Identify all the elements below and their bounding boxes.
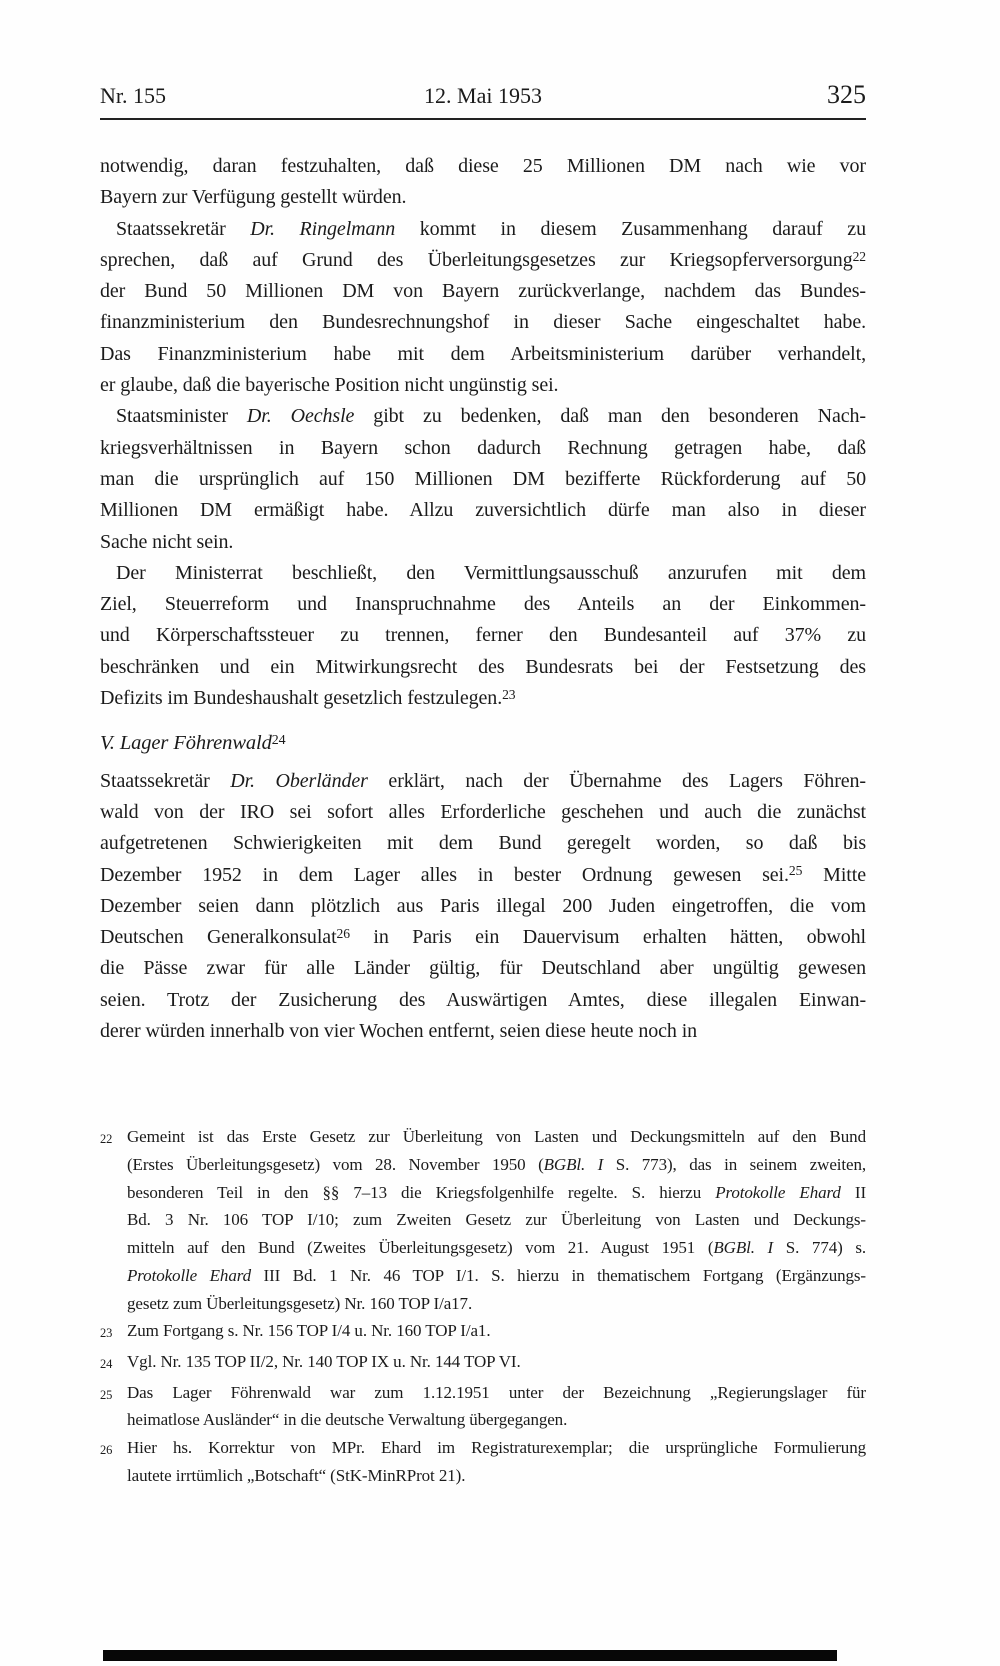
text-line: Dezember 1952 in dem Lager alles in bester Ordnung gewesen sei.$^{25}$ Mitte xyxy=(100,863,866,886)
text-line: derer würden innerhalb von vier Wochen entfernt, seien diese heute noch in xyxy=(100,1020,698,1043)
text-line: Hier hs. Korrektur von MPr. Ehard im Registraturexemplar; die ursprüngliche Formulierung xyxy=(127,1438,866,1458)
text-line: Zum Fortgang s. Nr. 156 TOP I/4 u. Nr. 160 TOP I/a1. xyxy=(127,1321,491,1341)
text-line: Ziel, Steuerreform und Inanspruchnahme des Anteils an der Einkommen- xyxy=(100,593,866,616)
footnotes xyxy=(100,1123,866,1489)
text-line: Defizits im Bundeshaushalt gesetzlich festzulegen.$^{23}$ xyxy=(100,686,516,710)
text-line: Vgl. Nr. 135 TOP II/2, Nr. 140 TOP IX u. Nr. 144 TOP VI. xyxy=(127,1351,521,1371)
text-line: kriegsverhältnissen in Bayern schon dadurch Rechnung getragen habe, daß xyxy=(100,436,866,459)
footnote-reference: 24 xyxy=(271,733,286,749)
footnote xyxy=(100,1123,866,1317)
footnote xyxy=(100,1348,866,1379)
footnote xyxy=(100,1317,866,1348)
header-rule xyxy=(100,118,866,120)
text-line: finanzministerium den Bundesrechnungshof in dieser Sache eingeschaltet habe. xyxy=(100,311,866,334)
text-line: Sache nicht sein. xyxy=(100,530,234,553)
text-line: aufgetretenen Schwierigkeiten mit dem Bund geregelt worden, so daß bis xyxy=(100,832,866,855)
text-block xyxy=(100,0,866,1489)
italic-text: BGBl. I xyxy=(543,1155,604,1175)
text-line: Deutschen Generalkonsulat$^{26}$ in Paris ein Dauervisum erhalten hätten, obwohl xyxy=(100,925,866,949)
text-line: Millionen DM ermäßigt habe. Allzu zuversichtlich dürfe man also in dieser xyxy=(100,499,866,522)
text-line: Gemeint ist das Erste Gesetz zur Überleitung von Lasten und Deckungsmitteln auf den Bund xyxy=(127,1127,866,1147)
paragraph xyxy=(100,401,866,557)
italic-text: Protokolle Ehard xyxy=(715,1182,841,1202)
text-line: Bd. 3 Nr. 106 TOP I/10; zum Zweiten Gesetz zur Überleitung von Lasten und Deckungs- xyxy=(127,1210,866,1230)
text-line: die Pässe zwar für alle Länder gültig, für Deutschland aber ungültig gewesen xyxy=(100,957,866,980)
text-line: sprechen, daß auf Grund des Überleitungsgesetzes zur Kriegsopferversorgung$^{22}$ xyxy=(100,248,866,271)
text-line: er glaube, daß die bayerische Position nicht ungünstig sei. xyxy=(100,374,559,397)
footnote-number: 25 xyxy=(100,1387,113,1402)
text-line: (Erstes Überleitungsgesetz) vom 28. November 1950 (BGBl. I S. 773), das in seinem zweiten, xyxy=(127,1155,867,1175)
text-line: Staatssekretär Dr. Oberländer erklärt, nach der Übernahme des Lagers Föhren- xyxy=(100,769,866,792)
page-number: 325 xyxy=(827,80,866,109)
running-head xyxy=(100,82,866,109)
document-number: Nr. 155 xyxy=(100,83,166,108)
text-line: notwendig, daran festzuhalten, daß diese 25 Millionen DM nach wie vor xyxy=(100,155,866,177)
text-line: beschränken und ein Mitwirkungsrecht des Bundesrats bei der Festsetzung des xyxy=(100,655,866,678)
footnote-text xyxy=(127,1348,866,1379)
text-line: Der Ministerrat beschließt, den Vermittlungsausschuß anzurufen mit dem xyxy=(116,561,866,584)
footnote xyxy=(100,1434,866,1489)
scan-artifact-bar xyxy=(103,1650,837,1661)
footnote xyxy=(100,1379,866,1434)
text-line: und Körperschaftssteuer zu trennen, ferner den Bundesanteil auf 37% zu xyxy=(100,624,866,647)
text-line: besonderen Teil in den §§ 7–13 die Kriegsfolgenhilfe regelte. S. hierzu Protokolle Ehard II xyxy=(127,1182,866,1202)
body-text xyxy=(100,151,866,1047)
italic-text: Protokolle Ehard xyxy=(127,1265,252,1285)
text-line: Das Lager Föhrenwald war zum 1.12.1951 unter der Bezeichnung „Regierungslager für xyxy=(127,1382,866,1402)
paragraph xyxy=(100,766,866,1048)
footnote-number: 24 xyxy=(100,1356,113,1371)
footnote-number: 26 xyxy=(100,1443,113,1458)
text-line: Staatsminister Dr. Oechsle gibt zu bedenken, daß man den besonderen Nach- xyxy=(116,405,866,428)
italic-text: BGBl. I xyxy=(713,1238,774,1258)
text-line xyxy=(100,728,866,759)
section-heading xyxy=(100,728,866,759)
text-line: Das Finanzministerium habe mit dem Arbeitsministerium darüber verhandelt, xyxy=(100,342,866,365)
footnote-number: 23 xyxy=(100,1326,113,1341)
footnote-reference: 23 xyxy=(502,686,516,702)
text-line: mitteln auf den Bund (Zweites Überleitungsgesetz) vom 21. August 1951 (BGBl. I S. 774) s. xyxy=(127,1238,867,1258)
text-line: Protokolle Ehard III Bd. 1 Nr. 46 TOP I/1. S. hierzu in thematischem Fortgang (Ergänzungs- xyxy=(127,1265,866,1285)
footnote-text xyxy=(127,1379,866,1434)
text-line: heimatlose Ausländer“ in die deutsche Verwaltung übergegangen. xyxy=(127,1410,568,1430)
paragraph xyxy=(100,214,866,402)
paragraph xyxy=(100,151,866,214)
footnote-reference: 26 xyxy=(336,925,350,941)
text-line: lautete irrtümlich „Botschaft“ (StK-MinRProt 21). xyxy=(127,1465,466,1485)
footnote-number: 22 xyxy=(100,1132,113,1147)
italic-text: V. Lager Föhrenwald xyxy=(100,732,272,755)
italic-text: Dr. Oberländer xyxy=(230,769,368,792)
text-line: wald von der IRO sei sofort alles Erforderliche geschehen und auch die zunächst xyxy=(100,800,866,823)
footnote-reference: 22 xyxy=(852,248,866,264)
footnote-reference: 25 xyxy=(788,863,803,879)
italic-text: Dr. Oechsle xyxy=(246,405,355,428)
footnote-text xyxy=(127,1123,866,1317)
footnote-text xyxy=(127,1434,866,1489)
paragraph xyxy=(100,558,866,714)
text-line: Dezember seien dann plötzlich aus Paris illegal 200 Juden eingetroffen, die vom xyxy=(100,894,866,917)
text-line: Bayern zur Verfügung gestellt würden. xyxy=(100,186,407,209)
footnote-text xyxy=(127,1317,866,1348)
italic-text: Dr. Ringelmann xyxy=(250,217,396,240)
text-line: Staatssekretär Dr. Ringelmann kommt in diesem Zusammenhang darauf zu xyxy=(116,217,866,240)
text-line: der Bund 50 Millionen DM von Bayern zurückverlange, nachdem das Bundes- xyxy=(100,280,866,303)
text-line: gesetz zum Überleitungsgesetz) Nr. 160 TOP I/a17. xyxy=(127,1293,473,1313)
text-line: seien. Trotz der Zusicherung des Auswärtigen Amtes, diese illegalen Einwan- xyxy=(100,988,866,1011)
session-date: 12. Mai 1953 xyxy=(424,83,542,108)
text-line: man die ursprünglich auf 150 Millionen DM bezifferte Rückforderung auf 50 xyxy=(100,467,866,490)
